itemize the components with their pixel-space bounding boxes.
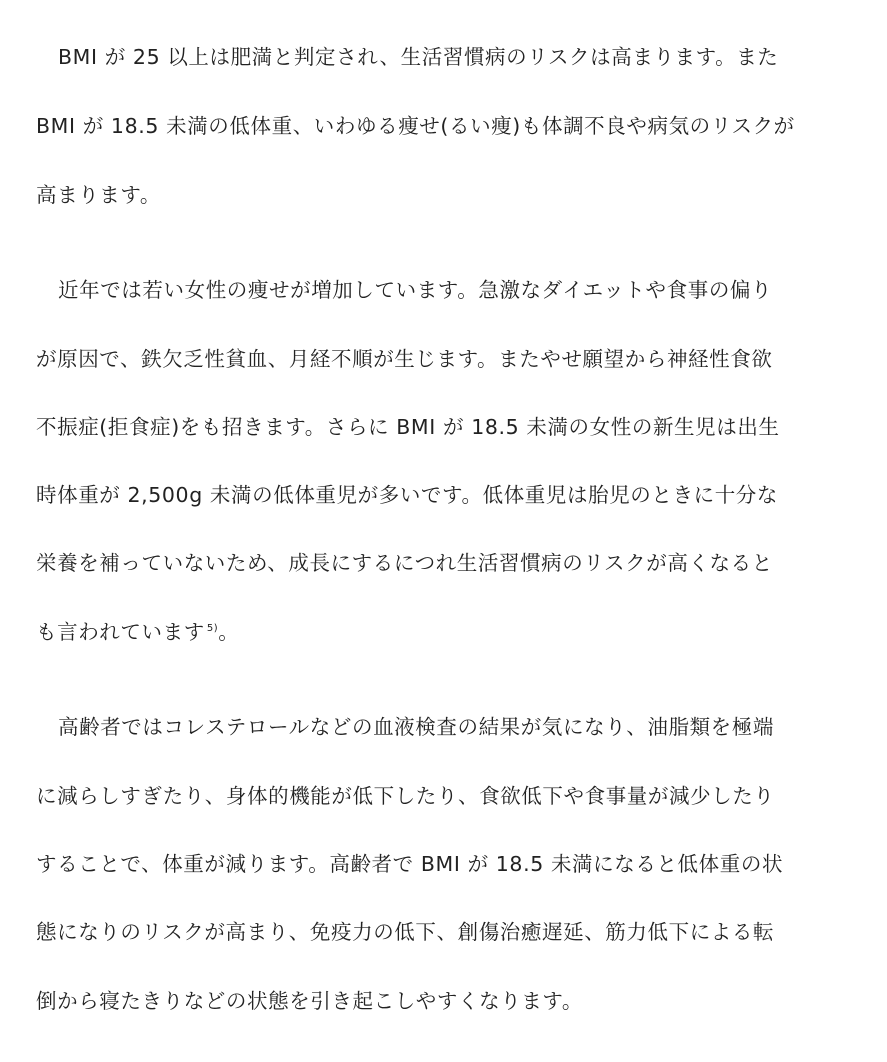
paragraph-2-line-6 (36, 617, 856, 647)
paragraph-2-line-2: が原因で、鉄欠乏性貧血、月経不順が生じます。またやせ願望から神経性食欲 (36, 347, 773, 371)
paragraph-2-final-punct: 。 (218, 620, 240, 644)
paragraph-3-line-5: 倒から寝たきりなどの状態を引き起こしやすくなります。 (36, 989, 583, 1013)
paragraph-2-line-6-text: も言われています (36, 620, 205, 644)
footnote-reference: 5) (206, 623, 219, 635)
paragraph-3-line-2: に減らしすぎたり、身体的機能が低下したり、食欲低下や食事量が減少したり (36, 784, 775, 808)
paragraph-1-line-1: BMI が 25 以上は肥満と判定され、生活習慣病のリスクは高まります。また (58, 45, 779, 69)
paragraph-2-line-1: 近年では若い女性の痩せが増加しています。急激なダイエットや食事の偏り (58, 278, 773, 302)
paragraph-1-line-2: BMI が 18.5 未満の低体重、いわゆる痩せ(るい痩)も体調不良や病気のリスクが (36, 114, 795, 138)
paragraph-1-line-3: 高まります。 (36, 183, 161, 207)
paragraph-2-line-3: 不振症(拒食症)をも招きます。さらに BMI が 18.5 未満の女性の新生児は出生 (36, 415, 780, 439)
paragraph-3-line-4: 態になりのリスクが高まり、免疫力の低下、創傷治癒遅延、筋力低下による転 (36, 920, 775, 944)
paragraph-3-line-3: することで、体重が減ります。高齢者で BMI が 18.5 未満になると低体重の状 (36, 852, 784, 876)
paragraph-3-line-1: 高齢者ではコレステロールなどの血液検査の結果が気になり、油脂類を極端 (58, 715, 774, 739)
paragraph-2-line-4: 時体重が 2,500g 未満の低体重児が多いです。低体重児は胎児のときに十分な (36, 483, 778, 507)
paragraph-2-line-5: 栄養を補っていないため、成長にするにつれ生活習慣病のリスクが高くなると (36, 551, 773, 575)
